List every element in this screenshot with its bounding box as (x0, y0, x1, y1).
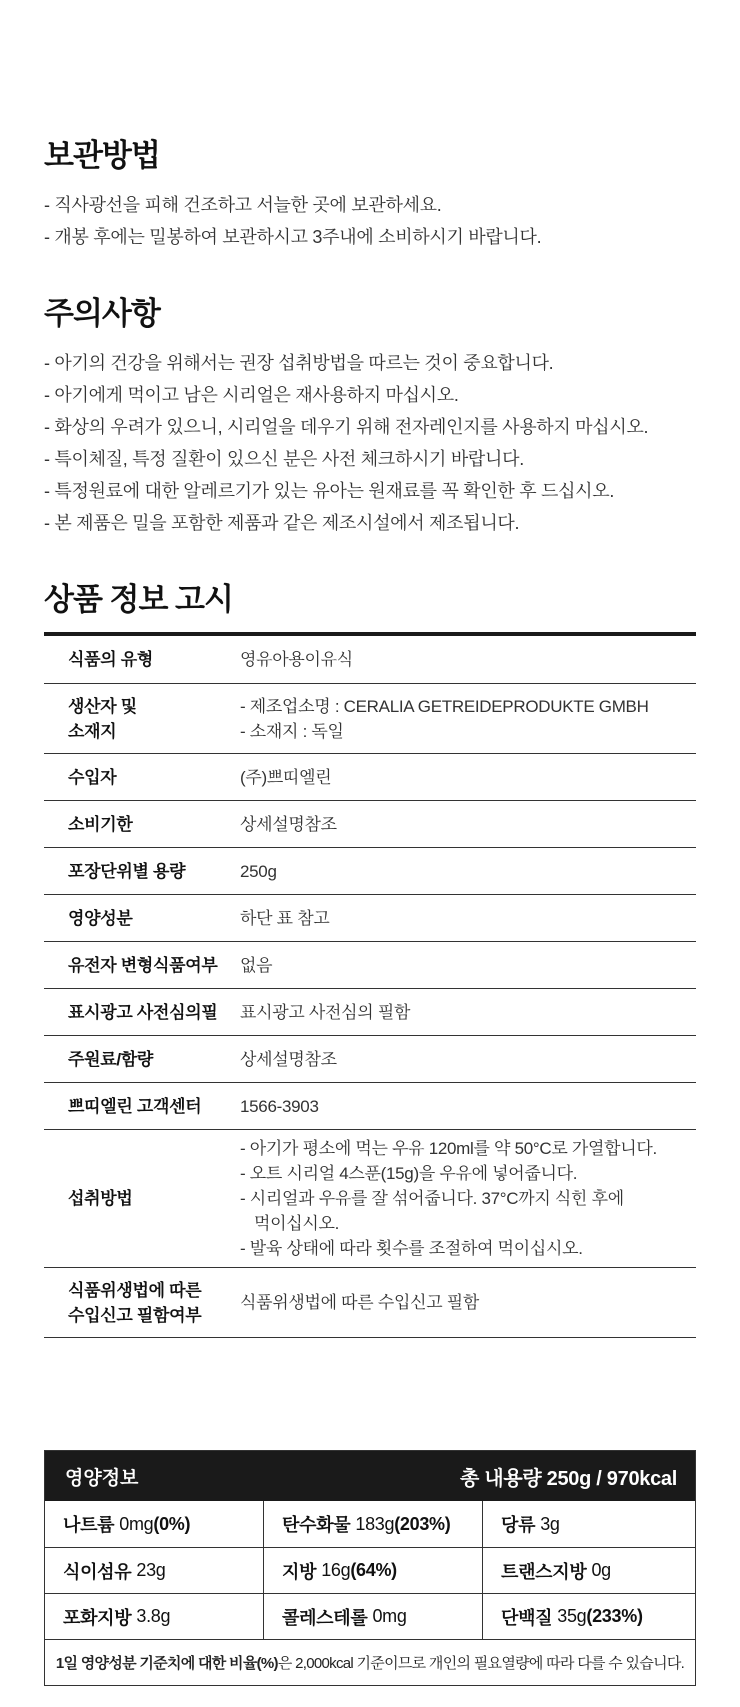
notice-value-line: 식품위생법에 따른 수입신고 필함 (240, 1293, 479, 1312)
notice-value (240, 647, 696, 672)
notice-value (240, 1136, 696, 1261)
notice-row (44, 989, 696, 1036)
nutrition-rows (45, 1501, 695, 1639)
notice-value-line: - 오트 시리얼 4스푼(15g)을 우유에 넣어줍니다. (240, 1164, 578, 1183)
notice-key-line: 소비기한 (68, 814, 133, 834)
caution-item: - 본 제품은 밀을 포함한 제품과 같은 제조시설에서 제조됩니다. (44, 513, 520, 533)
notice-key (44, 859, 240, 884)
notice-row (44, 1036, 696, 1083)
nutrient-name: 콜레스테롤 (282, 1607, 368, 1628)
notice-value (240, 1094, 696, 1119)
notice-value-line: 1566-3903 (240, 1096, 319, 1116)
notice-key (44, 765, 240, 790)
notice-value-line: 상세설명참조 (240, 1049, 337, 1069)
nutrition-header (45, 1451, 695, 1501)
notice-key (44, 647, 240, 672)
nutrient-name: 포화지방 (63, 1607, 132, 1628)
nutrition-table (44, 1450, 696, 1686)
nutrient-cell (482, 1501, 695, 1547)
notice-value (240, 1047, 696, 1072)
nutrient-cell (45, 1548, 263, 1593)
nutrient-value: 183g (355, 1513, 395, 1534)
nutrient-name: 단백질 (501, 1607, 553, 1628)
caution-section (44, 288, 696, 539)
notice-row (44, 801, 696, 848)
storage-section (44, 130, 696, 253)
nutrient-percent: (233%) (586, 1606, 643, 1626)
notice-value-line: - 제조업소명 : CERALIA GETREIDEPRODUKTE GMBH (240, 696, 649, 716)
notice-value-line: 하단 표 참고 (240, 908, 330, 928)
notice-value-line: - 발육 상태에 따라 횟수를 조절하여 먹이십시오. (240, 1239, 583, 1258)
notice-value (240, 812, 696, 837)
notice-row (44, 1083, 696, 1130)
caution-item: - 아기에게 먹이고 남은 시리얼은 재사용하지 마십시오. (44, 385, 459, 405)
nutrition-row (45, 1593, 695, 1639)
notice-key-line: 식품위생법에 따른 (68, 1280, 202, 1300)
nutrient-cell (482, 1594, 695, 1639)
notice-key-line: 식품의 유형 (68, 650, 154, 669)
notice-section (44, 574, 696, 619)
notice-key-line: 수입자 (68, 767, 117, 787)
notice-title: 상품 정보 고시 (44, 582, 233, 617)
notice-value (240, 1290, 696, 1315)
notice-value-line: 250g (240, 861, 277, 881)
notice-value (240, 906, 696, 931)
nutrient-name: 당류 (501, 1515, 536, 1535)
nutrition-title: 영양정보 (65, 1467, 139, 1489)
caution-item: - 화상의 우려가 있으니, 시리얼을 데우기 위해 전자레인지를 사용하지 마십시오. (44, 417, 649, 437)
notice-row (44, 1130, 696, 1268)
notice-row (44, 848, 696, 895)
nutrient-name: 탄수화물 (282, 1515, 351, 1535)
notice-value-line: 영유아용이유식 (240, 650, 353, 669)
nutrient-percent: (0%) (153, 1513, 191, 1534)
nutrient-name: 식이섬유 (63, 1561, 132, 1582)
notice-key (44, 1278, 240, 1328)
nutrient-value: 35g (557, 1606, 587, 1626)
caution-item: - 아기의 건강을 위해서는 권장 섭취방법을 따르는 것이 중요합니다. (44, 353, 554, 373)
nutrient-value: 0mg (372, 1606, 407, 1626)
notice-key (44, 812, 240, 837)
notice-value (240, 694, 696, 744)
notice-key (44, 906, 240, 931)
nutrient-cell (263, 1548, 482, 1593)
nutrient-cell (45, 1501, 263, 1547)
nutrient-name: 트랜스지방 (501, 1561, 587, 1582)
nutrient-percent: (64%) (350, 1560, 397, 1580)
notice-value-line: - 소재지 : 독일 (240, 721, 344, 741)
notice-value (240, 859, 696, 884)
notice-key (44, 1186, 240, 1211)
nutrient-cell (263, 1501, 482, 1547)
notice-key-line: 포장단위별 용량 (68, 861, 186, 881)
notice-value (240, 1000, 696, 1025)
notice-value-line: 없음 (240, 955, 273, 975)
notice-key (44, 1047, 240, 1072)
nutrition-footnote (45, 1639, 695, 1685)
notice-row (44, 1268, 696, 1338)
nutrient-cell (263, 1594, 482, 1639)
notice-value (240, 953, 696, 978)
product-notice-table (44, 632, 696, 1338)
nutrient-value: 3g (540, 1513, 560, 1534)
notice-row (44, 684, 696, 754)
notice-row (44, 754, 696, 801)
storage-title: 보관방법 (44, 138, 160, 173)
notice-key-line: 주원료/함량 (68, 1049, 154, 1069)
caution-list (44, 347, 696, 539)
notice-value (240, 765, 696, 790)
notice-key (44, 953, 240, 978)
nutrition-total: 총 내용량 250g / 970kcal (460, 1467, 677, 1490)
nutrient-name: 나트륨 (63, 1515, 115, 1535)
nutrient-value: 3.8g (136, 1606, 171, 1626)
notice-key (44, 1000, 240, 1025)
notice-key-line: 표시광고 사전심의필 (68, 1002, 218, 1022)
nutrient-value: 16g (321, 1560, 351, 1580)
storage-item: - 개봉 후에는 밀봉하여 보관하시고 3주내에 소비하시기 바랍니다. (44, 227, 542, 247)
nutrient-name: 지방 (282, 1561, 317, 1582)
notice-value-line: 상세설명참조 (240, 814, 337, 834)
notice-key-line: 수입신고 필함여부 (68, 1305, 202, 1325)
notice-key (44, 694, 240, 744)
caution-item: - 특정원료에 대한 알레르기가 있는 유아는 원재료를 꼭 확인한 후 드십시오. (44, 481, 615, 501)
notice-row (44, 895, 696, 942)
notice-value-line: 먹이십시오. (254, 1214, 340, 1233)
notice-row (44, 636, 696, 684)
notice-value-line: (주)쁘띠엘린 (240, 767, 332, 787)
storage-item: - 직사광선을 피해 건조하고 서늘한 곳에 보관하세요. (44, 195, 442, 215)
notice-key-line: 섭취방법 (68, 1189, 133, 1208)
caution-item: - 특이체질, 특정 질환이 있으신 분은 사전 체크하시기 바랍니다. (44, 449, 524, 469)
notice-key-line: 영양성분 (68, 908, 133, 928)
notice-key (44, 1094, 240, 1119)
notice-value-line: - 시리얼과 우유를 잘 섞어줍니다. 37°C까지 식힌 후에 (240, 1189, 624, 1208)
nutrient-value: 23g (136, 1560, 166, 1580)
nutrition-row (45, 1547, 695, 1593)
notice-key-line: 쁘띠엘린 고객센터 (68, 1096, 202, 1116)
nutrition-row (45, 1501, 695, 1547)
footnote-text: 은 2,000kcal 기준이므로 개인의 필요열량에 따라 다를 수 있습니다. (277, 1655, 685, 1672)
nutrient-cell (45, 1594, 263, 1639)
caution-title: 주의사항 (44, 296, 160, 331)
nutrient-percent: (203%) (394, 1513, 451, 1534)
notice-value-line: - 아기가 평소에 먹는 우유 120ml를 약 50°C로 가열합니다. (240, 1139, 657, 1158)
footnote-bold: 1일 영양성분 기준치에 대한 비율(%) (55, 1655, 278, 1672)
storage-list (44, 189, 696, 253)
notice-key-line: 소재지 (68, 721, 117, 741)
notice-value-line: 표시광고 사전심의 필함 (240, 1002, 411, 1022)
nutrient-cell (482, 1548, 695, 1593)
notice-key-line: 생산자 및 (68, 696, 137, 716)
notice-key-line: 유전자 변형식품여부 (68, 955, 218, 975)
nutrient-value: 0mg (119, 1513, 154, 1534)
notice-row (44, 942, 696, 989)
nutrient-value: 0g (591, 1560, 611, 1580)
